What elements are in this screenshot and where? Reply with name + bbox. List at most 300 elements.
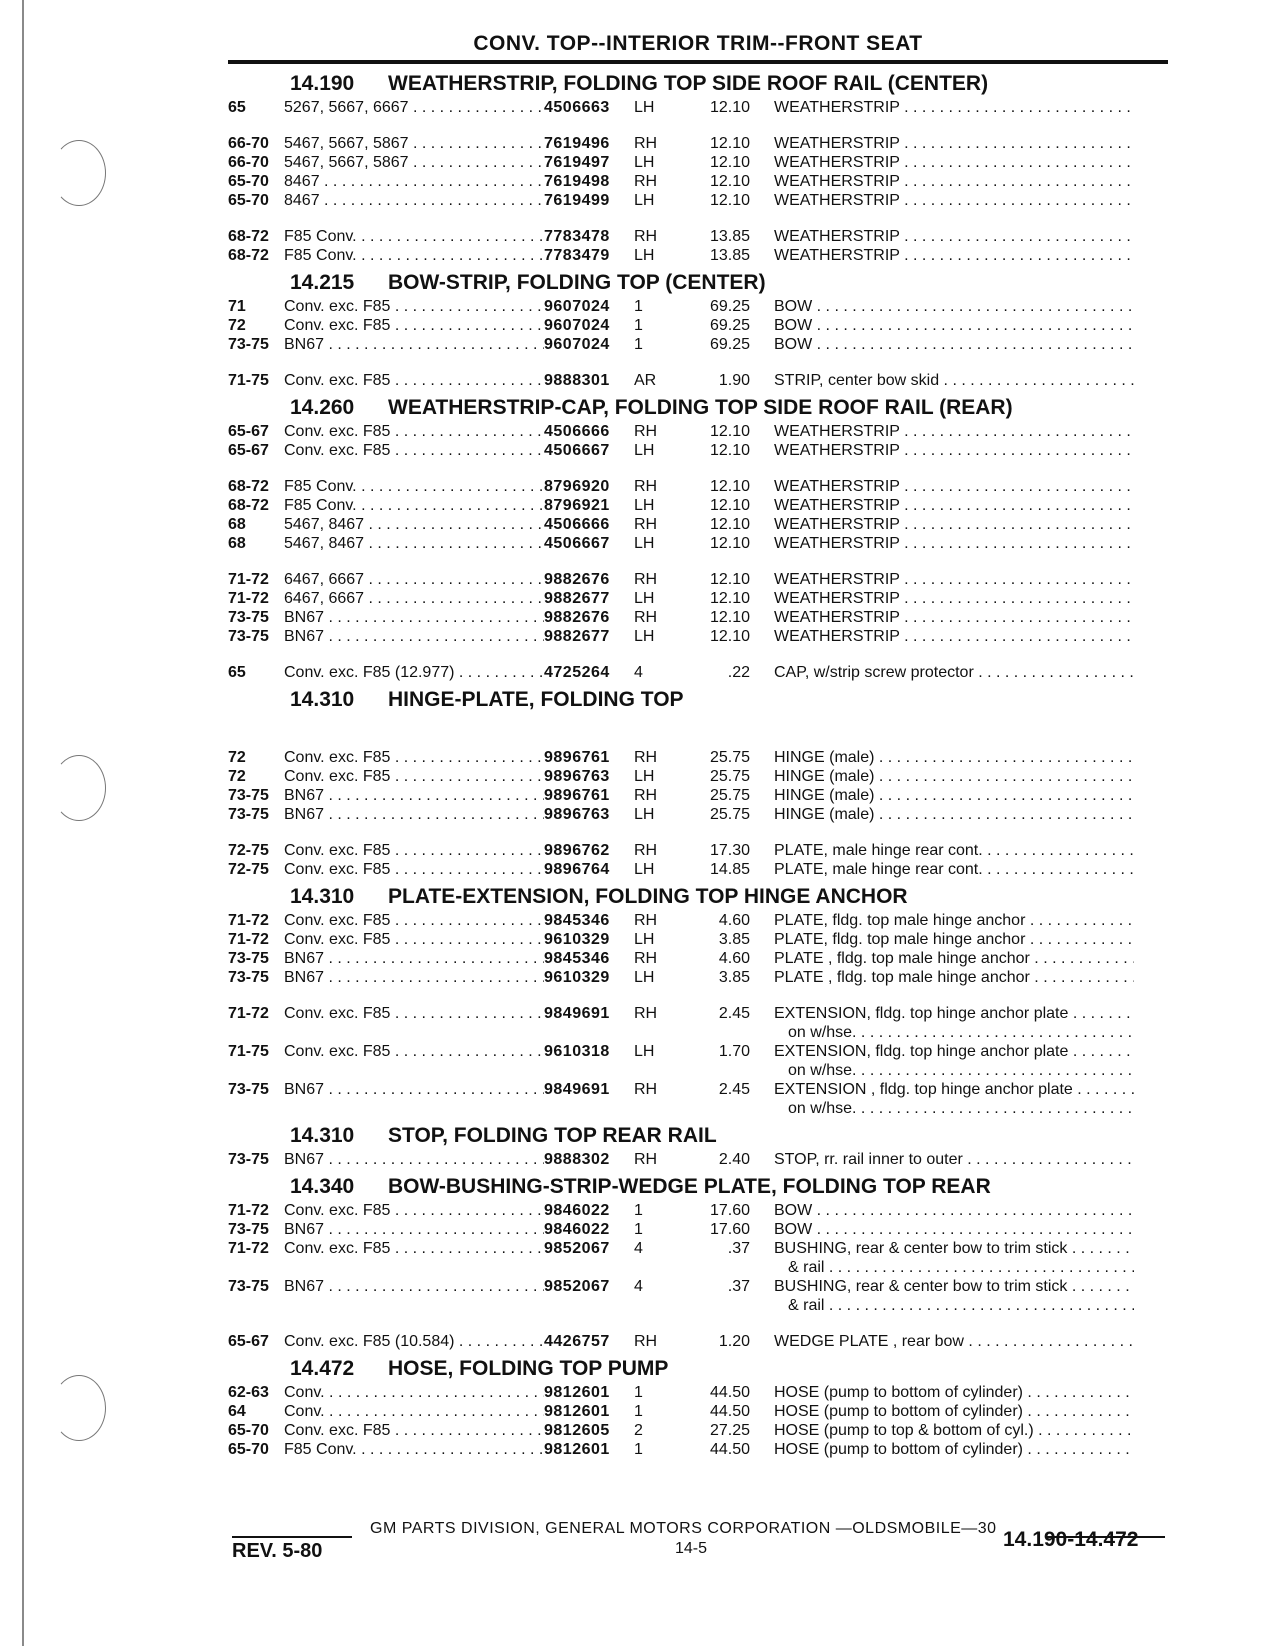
description xyxy=(774,968,1134,987)
quantity: RH xyxy=(634,842,658,859)
price: 1.20 xyxy=(718,1333,750,1350)
section-number: 14.260 xyxy=(290,396,355,419)
year-range: 64 xyxy=(228,1403,246,1420)
description-line: BOW . . . xyxy=(774,1220,1134,1239)
description xyxy=(774,191,1134,210)
year-range: 65-70 xyxy=(228,1441,269,1458)
part-row xyxy=(228,589,1188,608)
part-row xyxy=(228,98,1188,117)
description-line: WEATHERSTRIP . . . xyxy=(774,98,1134,117)
price: 12.10 xyxy=(709,609,750,626)
description-line: on w/hse. . . . xyxy=(774,1023,1134,1042)
model-applicability: BN67 . . . xyxy=(284,1220,544,1239)
description xyxy=(774,911,1134,930)
year-range: 71-72 xyxy=(228,571,269,588)
model-applicability: BN67 . . . xyxy=(284,1277,544,1296)
part-row xyxy=(228,441,1188,460)
part-row xyxy=(228,805,1188,824)
part-number: 9896763 xyxy=(544,768,610,785)
part-number: 9845346 xyxy=(544,950,610,967)
price: 25.75 xyxy=(709,787,750,804)
part-number: 9812601 xyxy=(544,1441,610,1458)
description-line: WEATHERSTRIP . . . xyxy=(774,627,1134,646)
model-applicability: Conv. exc. F85 . . . xyxy=(284,748,544,767)
part-row xyxy=(228,663,1188,682)
description xyxy=(774,134,1134,153)
model-applicability: 5467, 8467 . . . xyxy=(284,515,544,534)
quantity: LH xyxy=(634,931,655,948)
year-range: 65-70 xyxy=(228,1422,269,1439)
year-range: 71-72 xyxy=(228,931,269,948)
price: 25.75 xyxy=(709,806,750,823)
part-number: 9812601 xyxy=(544,1403,610,1420)
price: 2.40 xyxy=(718,1151,750,1168)
part-number: 9610318 xyxy=(544,1043,610,1060)
description xyxy=(774,1004,1134,1042)
section-number: 14.340 xyxy=(290,1175,355,1198)
year-range: 71-72 xyxy=(228,1240,269,1257)
model-applicability: Conv. exc. F85 . . . xyxy=(284,297,544,316)
price: 12.10 xyxy=(709,135,750,152)
year-range: 65-67 xyxy=(228,1333,269,1350)
description-line: PLATE, male hinge rear cont. . . . xyxy=(774,841,1134,860)
description-line: WEATHERSTRIP . . . xyxy=(774,172,1134,191)
price: 3.85 xyxy=(718,931,750,948)
quantity: 1 xyxy=(634,1221,643,1238)
description xyxy=(774,172,1134,191)
model-applicability: Conv. exc. F85 (10.584) . . . xyxy=(284,1332,544,1351)
price: 27.25 xyxy=(709,1422,750,1439)
part-number: 9607024 xyxy=(544,298,610,315)
part-row xyxy=(228,1421,1188,1440)
quantity: LH xyxy=(634,861,655,878)
description-line: WEATHERSTRIP . . . xyxy=(774,422,1134,441)
model-applicability: BN67 . . . xyxy=(284,608,544,627)
model-applicability: Conv. exc. F85 . . . xyxy=(284,767,544,786)
quantity: RH xyxy=(634,787,658,804)
description-line: WEATHERSTRIP . . . xyxy=(774,227,1134,246)
model-applicability: BN67 . . . xyxy=(284,627,544,646)
model-applicability: F85 Conv. . . . xyxy=(284,246,544,265)
description xyxy=(774,1201,1134,1220)
section-title xyxy=(228,885,1188,909)
model-applicability: 6467, 6667 . . . xyxy=(284,570,544,589)
description-line: WEATHERSTRIP . . . xyxy=(774,441,1134,460)
model-applicability: Conv. exc. F85 . . . xyxy=(284,860,544,879)
part-number: 9882676 xyxy=(544,571,610,588)
description-line: WEATHERSTRIP . . . xyxy=(774,534,1134,553)
part-number: 9882677 xyxy=(544,590,610,607)
part-row xyxy=(228,477,1188,496)
part-number: 9846022 xyxy=(544,1221,610,1238)
description-line: WEDGE PLATE , rear bow . . . xyxy=(774,1332,1134,1351)
quantity: LH xyxy=(634,590,655,607)
price: 44.50 xyxy=(709,1403,750,1420)
year-range: 65-67 xyxy=(228,442,269,459)
part-number: 7783479 xyxy=(544,247,610,264)
part-row xyxy=(228,968,1188,987)
group-gap xyxy=(228,210,1188,227)
year-range: 72 xyxy=(228,768,246,785)
group-gap xyxy=(228,646,1188,663)
model-applicability: 6467, 6667 . . . xyxy=(284,589,544,608)
description xyxy=(774,570,1134,589)
price: 13.85 xyxy=(709,228,750,245)
group-gap xyxy=(228,824,1188,841)
model-applicability: F85 Conv. . . . xyxy=(284,496,544,515)
price: .22 xyxy=(727,664,750,681)
year-range: 73-75 xyxy=(228,806,269,823)
description-line: on w/hse. . . . xyxy=(774,1061,1134,1080)
description xyxy=(774,1402,1134,1421)
quantity: RH xyxy=(634,912,658,929)
revision-label: REV. 5-80 xyxy=(232,1540,323,1562)
description xyxy=(774,297,1134,316)
part-row xyxy=(228,1332,1188,1351)
part-row xyxy=(228,949,1188,968)
part-row xyxy=(228,911,1188,930)
year-range: 66-70 xyxy=(228,154,269,171)
model-applicability: 5267, 5667, 6667 . . . xyxy=(284,98,544,117)
quantity: LH xyxy=(634,628,655,645)
description xyxy=(774,663,1134,682)
model-applicability: Conv. exc. F85 . . . xyxy=(284,1004,544,1023)
quantity: RH xyxy=(634,516,658,533)
part-number: 9896761 xyxy=(544,749,610,766)
part-number: 7619496 xyxy=(544,135,610,152)
part-number: 9896763 xyxy=(544,806,610,823)
description-line: CAP, w/strip screw protector . . . xyxy=(774,663,1134,682)
year-range: 73-75 xyxy=(228,336,269,353)
model-applicability: BN67 . . . xyxy=(284,1080,544,1099)
description xyxy=(774,589,1134,608)
description xyxy=(774,246,1134,265)
year-range: 71 xyxy=(228,298,246,315)
year-range: 71-75 xyxy=(228,1043,269,1060)
quantity: AR xyxy=(634,372,657,389)
description-line: EXTENSION, fldg. top hinge anchor plate . . . xyxy=(774,1042,1134,1061)
description-line: & rail . . . xyxy=(774,1258,1134,1277)
part-number: 7619498 xyxy=(544,173,610,190)
year-range: 68 xyxy=(228,535,246,552)
part-row xyxy=(228,515,1188,534)
quantity: RH xyxy=(634,135,658,152)
quantity: 1 xyxy=(634,317,643,334)
description-line: BUSHING, rear & center bow to trim stick . . . xyxy=(774,1239,1134,1258)
group-gap xyxy=(228,460,1188,477)
group-gap xyxy=(228,117,1188,134)
part-number: 8796920 xyxy=(544,478,610,495)
description xyxy=(774,1383,1134,1402)
year-range: 73-75 xyxy=(228,1221,269,1238)
description xyxy=(774,316,1134,335)
description-line: HINGE (male) . . . xyxy=(774,767,1134,786)
model-applicability: Conv. exc. F85 . . . xyxy=(284,371,544,390)
group-gap xyxy=(228,1315,1188,1332)
part-row xyxy=(228,172,1188,191)
description-line: on w/hse. . . . xyxy=(774,1099,1134,1118)
part-number: 4506663 xyxy=(544,99,610,116)
description xyxy=(774,930,1134,949)
description-line: BOW . . . xyxy=(774,1201,1134,1220)
section-number: 14.310 xyxy=(290,688,355,711)
description-line: STRIP, center bow skid . . . xyxy=(774,371,1134,390)
section-number: 14.310 xyxy=(290,885,355,908)
description xyxy=(774,335,1134,354)
description xyxy=(774,1421,1134,1440)
description-line: EXTENSION, fldg. top hinge anchor plate . . . xyxy=(774,1004,1134,1023)
part-number: 7619499 xyxy=(544,192,610,209)
part-row xyxy=(228,841,1188,860)
quantity: LH xyxy=(634,497,655,514)
year-range: 72 xyxy=(228,317,246,334)
part-row xyxy=(228,496,1188,515)
quantity: RH xyxy=(634,478,658,495)
price: 2.45 xyxy=(718,1081,750,1098)
description xyxy=(774,477,1134,496)
section-title xyxy=(228,72,1188,96)
parts-list xyxy=(228,66,1188,1459)
model-applicability: F85 Conv. . . . xyxy=(284,227,544,246)
group-gap xyxy=(228,987,1188,1004)
part-row xyxy=(228,1150,1188,1169)
section-range: 14.190-14.472 xyxy=(1003,1528,1139,1551)
description xyxy=(774,627,1134,646)
model-applicability: Conv. . . . xyxy=(284,1402,544,1421)
part-number: 4506667 xyxy=(544,535,610,552)
quantity: LH xyxy=(634,969,655,986)
quantity: 1 xyxy=(634,1384,643,1401)
part-row xyxy=(228,1277,1188,1315)
model-applicability: 5467, 5667, 5867 . . . xyxy=(284,153,544,172)
quantity: RH xyxy=(634,1333,658,1350)
model-applicability: 8467 . . . xyxy=(284,172,544,191)
price: 12.10 xyxy=(709,516,750,533)
description-line: PLATE, male hinge rear cont. . . . xyxy=(774,860,1134,879)
description xyxy=(774,949,1134,968)
model-applicability: Conv. . . . xyxy=(284,1383,544,1402)
price: 13.85 xyxy=(709,247,750,264)
description-line: HOSE (pump to bottom of cylinder) . . . xyxy=(774,1383,1134,1402)
description-line: STOP, rr. rail inner to outer . . . xyxy=(774,1150,1134,1169)
price: 1.90 xyxy=(718,372,750,389)
description xyxy=(774,441,1134,460)
year-range: 71-72 xyxy=(228,590,269,607)
description xyxy=(774,805,1134,824)
description xyxy=(774,1150,1134,1169)
description xyxy=(774,767,1134,786)
year-range: 68-72 xyxy=(228,497,269,514)
price: 14.85 xyxy=(709,861,750,878)
part-row xyxy=(228,246,1188,265)
model-applicability: BN67 . . . xyxy=(284,335,544,354)
price: .37 xyxy=(727,1240,750,1257)
section-title xyxy=(228,1175,1188,1199)
part-row xyxy=(228,930,1188,949)
quantity: 1 xyxy=(634,1202,643,1219)
quantity: RH xyxy=(634,1081,658,1098)
year-range: 66-70 xyxy=(228,135,269,152)
description-line: WEATHERSTRIP . . . xyxy=(774,608,1134,627)
description xyxy=(774,534,1134,553)
quantity: RH xyxy=(634,228,658,245)
group-gap xyxy=(228,553,1188,570)
description xyxy=(774,1042,1134,1080)
section-title xyxy=(228,271,1188,295)
price: 12.10 xyxy=(709,478,750,495)
section-title xyxy=(228,1357,1188,1381)
price: 69.25 xyxy=(709,336,750,353)
part-number: 9812605 xyxy=(544,1422,610,1439)
part-row xyxy=(228,1042,1188,1080)
part-row xyxy=(228,227,1188,246)
description-line: PLATE, fldg. top male hinge anchor . . . xyxy=(774,911,1134,930)
section-name: WEATHERSTRIP, FOLDING TOP SIDE ROOF RAIL (CENTER) xyxy=(388,72,989,95)
quantity: LH xyxy=(634,1043,655,1060)
header-rule xyxy=(228,60,1168,64)
quantity: RH xyxy=(634,1005,658,1022)
description xyxy=(774,1332,1134,1351)
year-range: 72 xyxy=(228,749,246,766)
year-range: 72-75 xyxy=(228,861,269,878)
part-number: 9882677 xyxy=(544,628,610,645)
section-name: WEATHERSTRIP-CAP, FOLDING TOP SIDE ROOF RAIL (REAR) xyxy=(388,396,1013,419)
price: 44.50 xyxy=(709,1441,750,1458)
model-applicability: BN67 . . . xyxy=(284,968,544,987)
model-applicability: BN67 . . . xyxy=(284,805,544,824)
description-line: BOW . . . xyxy=(774,335,1134,354)
description xyxy=(774,1277,1134,1315)
price: 3.85 xyxy=(718,969,750,986)
part-number: 9607024 xyxy=(544,317,610,334)
quantity: RH xyxy=(634,423,658,440)
model-applicability: Conv. exc. F85 . . . xyxy=(284,841,544,860)
quantity: RH xyxy=(634,609,658,626)
quantity: RH xyxy=(634,571,658,588)
punch-hole-top xyxy=(52,140,106,206)
description xyxy=(774,841,1134,860)
part-number: 9849691 xyxy=(544,1005,610,1022)
description-line: WEATHERSTRIP . . . xyxy=(774,496,1134,515)
year-range: 65-70 xyxy=(228,173,269,190)
description-line: WEATHERSTRIP . . . xyxy=(774,134,1134,153)
description-line: PLATE , fldg. top male hinge anchor . . . xyxy=(774,968,1134,987)
part-row xyxy=(228,297,1188,316)
description-line: PLATE , fldg. top male hinge anchor . . . xyxy=(774,949,1134,968)
model-applicability: Conv. exc. F85 . . . xyxy=(284,441,544,460)
quantity: RH xyxy=(634,173,658,190)
description xyxy=(774,1080,1134,1118)
description xyxy=(774,1440,1134,1459)
part-row xyxy=(228,786,1188,805)
year-range: 73-75 xyxy=(228,1151,269,1168)
year-range: 65-67 xyxy=(228,423,269,440)
binder-margin-line xyxy=(22,0,24,1646)
price: 69.25 xyxy=(709,298,750,315)
description-line: WEATHERSTRIP . . . xyxy=(774,515,1134,534)
description xyxy=(774,786,1134,805)
section-title xyxy=(228,688,1188,712)
year-range: 65-70 xyxy=(228,192,269,209)
quantity: 4 xyxy=(634,1278,643,1295)
year-range: 72-75 xyxy=(228,842,269,859)
description-line: HINGE (male) . . . xyxy=(774,748,1134,767)
part-number: 9610329 xyxy=(544,969,610,986)
quantity: LH xyxy=(634,768,655,785)
part-number: 8796921 xyxy=(544,497,610,514)
group-gap xyxy=(228,731,1188,748)
year-range: 73-75 xyxy=(228,628,269,645)
part-number: 4506666 xyxy=(544,516,610,533)
description xyxy=(774,860,1134,879)
description-line: HOSE (pump to top & bottom of cyl.) . . . xyxy=(774,1421,1134,1440)
section-name: BOW-BUSHING-STRIP-WEDGE PLATE, FOLDING TOP REAR xyxy=(388,1175,991,1198)
year-range: 71-72 xyxy=(228,1005,269,1022)
description xyxy=(774,515,1134,534)
model-applicability: Conv. exc. F85 . . . xyxy=(284,1239,544,1258)
description-line: EXTENSION , fldg. top hinge anchor plate . . . xyxy=(774,1080,1134,1099)
punch-hole-bottom xyxy=(52,1375,106,1441)
quantity: RH xyxy=(634,950,658,967)
description-line: WEATHERSTRIP . . . xyxy=(774,191,1134,210)
part-row xyxy=(228,1201,1188,1220)
price: 12.10 xyxy=(709,590,750,607)
year-range: 68 xyxy=(228,516,246,533)
part-row xyxy=(228,1080,1188,1118)
price: 17.30 xyxy=(709,842,750,859)
description-line: HOSE (pump to bottom of cylinder) . . . xyxy=(774,1440,1134,1459)
quantity: 1 xyxy=(634,298,643,315)
model-applicability: Conv. exc. F85 . . . xyxy=(284,1421,544,1440)
part-row xyxy=(228,153,1188,172)
section-name: PLATE-EXTENSION, FOLDING TOP HINGE ANCHOR xyxy=(388,885,908,908)
year-range: 68-72 xyxy=(228,228,269,245)
section-number: 14.310 xyxy=(290,1124,355,1147)
price: 12.10 xyxy=(709,154,750,171)
part-number: 9896764 xyxy=(544,861,610,878)
year-range: 68-72 xyxy=(228,478,269,495)
price: 12.10 xyxy=(709,571,750,588)
part-row xyxy=(228,316,1188,335)
description-line: PLATE, fldg. top male hinge anchor . . . xyxy=(774,930,1134,949)
model-applicability: 8467 . . . xyxy=(284,191,544,210)
section-title xyxy=(228,396,1188,420)
quantity: LH xyxy=(634,192,655,209)
year-range: 73-75 xyxy=(228,1081,269,1098)
group-gap xyxy=(228,354,1188,371)
part-row xyxy=(228,1383,1188,1402)
part-number: 9849691 xyxy=(544,1081,610,1098)
quantity: 1 xyxy=(634,1441,643,1458)
description xyxy=(774,98,1134,117)
quantity: RH xyxy=(634,749,658,766)
page-number: 14-5 xyxy=(675,1540,708,1557)
model-applicability: Conv. exc. F85 (12.977) . . . xyxy=(284,663,544,682)
part-row xyxy=(228,1402,1188,1421)
price: 4.60 xyxy=(718,912,750,929)
part-number: 4506666 xyxy=(544,423,610,440)
description xyxy=(774,1239,1134,1277)
model-applicability: 5467, 8467 . . . xyxy=(284,534,544,553)
section-name: STOP, FOLDING TOP REAR RAIL xyxy=(388,1124,717,1147)
model-applicability: 5467, 5667, 5867 . . . xyxy=(284,134,544,153)
section-name: HINGE-PLATE, FOLDING TOP xyxy=(388,688,684,711)
description xyxy=(774,748,1134,767)
year-range: 68-72 xyxy=(228,247,269,264)
price: 17.60 xyxy=(709,1202,750,1219)
model-applicability: BN67 . . . xyxy=(284,786,544,805)
description-line: & rail . . . xyxy=(774,1296,1134,1315)
